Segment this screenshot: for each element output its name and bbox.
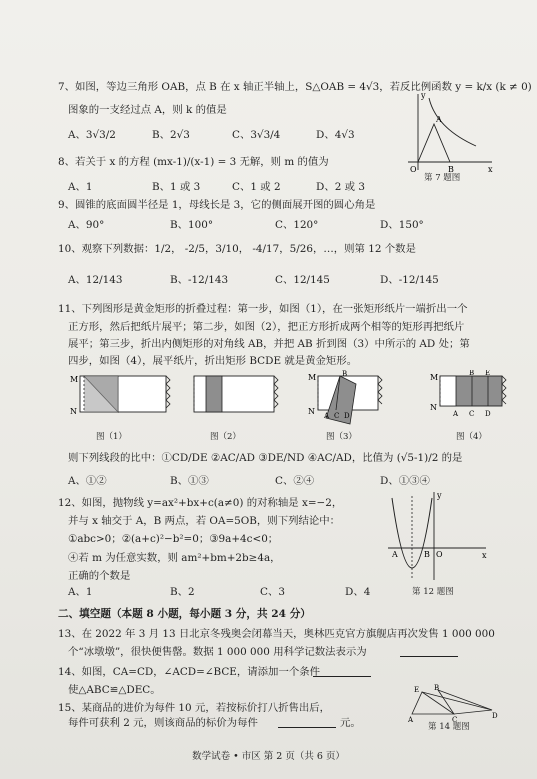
q12-option-d: D、4 [345,586,371,598]
q12-fig-y-label: y [437,491,442,500]
q10-option-a: A、12/143 [68,274,123,286]
q11-fig4-n-label: N [430,403,437,412]
q7-option-d: D、4√3 [316,129,355,141]
q14-fig-e-label: E [414,686,420,694]
q11-fig1-m-label: M [70,375,79,384]
q7-line2: 图象的一支经过点 A，则 k 的值是 [68,104,227,116]
q12-fig-a-label: A [392,550,398,559]
q12-line1: 12、如图，抛物线 y=ax²+bx+c(a≠0) 的对称轴是 x=−2， [58,497,343,509]
q12-option-c: C、3 [260,586,285,598]
q12-line5: 正确的个数是 [68,570,131,582]
q13-answer-blank[interactable] [400,646,458,657]
q14-figure [408,684,498,724]
q10-option-b: B、-12/143 [170,274,229,286]
q7-option-b: B、2√3 [152,129,190,141]
q7-fig-x-label: x [488,165,493,174]
q11-fig3-c-label: C [334,412,340,420]
q11-line4: 四步，如图（4），展平纸片，折出矩形 BCDE 就是黄金矩形。 [68,355,358,367]
q8-option-a: A、1 [68,181,93,193]
q15-unit: 元。 [340,717,361,729]
q11-figure-2 [186,372,286,424]
q11-option-b: B、①③ [170,475,209,487]
q11-option-d: D、①③④ [380,475,430,487]
q15-line1: 15、某商品的进价为每件 10 元，若按标价打八折售出后， [58,702,331,714]
q11-fig1-n-label: N [70,407,77,416]
q11-figure-3 [296,370,396,432]
q11-fig4-b-label: B [469,370,475,377]
q10-option-d: D、-12/145 [380,274,439,286]
q12-figure [384,488,494,584]
q11-fig3-d-label: D [344,412,350,420]
q12-option-b: B、2 [170,586,195,598]
q11-fig3-m-label: M [308,373,317,382]
q12-fig-x-label: x [482,551,487,560]
q12-line2: 并与 x 轴交于 A，B 两点，若 OA=5OB，则下列结论中： [68,515,341,527]
q7-fig-o-label: O [410,165,417,174]
q11-caption-4: 图（4） [456,432,487,442]
q11-fig3-n-label: N [308,407,315,416]
q11-fig4-a-label: A [453,410,459,418]
q11-fig4-d-label: D [485,410,491,418]
q13-line1: 13、在 2022 年 3 月 13 日北京冬残奥会闭幕当天，奥林匹克官方旗舰店再次发售 1 000 000 [58,628,495,640]
q9-option-d: D、150° [380,219,424,231]
q11-line3: 展平；第三步，折出内侧矩形的对角线 AB，并把 AB 折到图（3）中所示的 AD 处；第 [68,338,470,350]
page-footer: 数学试卷 • 市区 第 2 页（共 6 页） [192,751,345,762]
q9-option-b: B、100° [170,219,214,231]
q7-line1: 7、如图，等边三角形 OAB，点 B 在 x 轴正半轴上，S△OAB = 4√3，若反比例函数 y = k/x (k ≠ 0) [58,81,532,93]
q11-caption-2: 图（2） [210,432,241,442]
q14-fig-b-label: B [434,684,440,692]
q11-fig4-e-label: E [485,370,491,377]
q7-fig-a-label: A [436,115,442,124]
section-2-heading: 二、填空题（本题 8 小题，每小题 3 分，共 24 分） [58,608,311,620]
q11-fig4-m-label: M [430,373,439,382]
q11-caption-1: 图（1） [96,432,127,442]
q8-option-d: D、2 或 3 [316,181,365,193]
q9-line1: 9、圆锥的底面圆半径是 1，母线长是 3，它的侧面展开图的圆心角是 [58,199,376,211]
q12-figure-caption: 第 12 题图 [412,587,454,597]
q11-figure-4 [418,370,518,422]
q11-line2: 正方形，然后把纸片展平；第二步，如图（2），把正方形折成两个相等的矩形再把纸片 [68,321,465,333]
q11-fig4-c-label: C [469,410,475,418]
q7-figure-caption: 第 7 题图 [424,173,461,183]
q8-option-c: C、1 或 2 [232,181,281,193]
q9-option-c: C、120° [275,219,319,231]
q11-line1: 11、下列图形是黄金矩形的折叠过程：第一步，如图（1），在一张矩形纸片一端折出一个 [58,303,468,315]
q7-option-c: C、3√3/4 [232,129,281,141]
q12-line4: ④若 m 为任意实数，则 am²+bm+2b≥4a， [68,552,281,564]
q14-answer-blank[interactable] [313,666,371,677]
q14-figure-caption: 第 14 题图 [428,722,470,732]
q12-fig-b-label: B [424,550,430,559]
q8-option-b: B、1 或 3 [152,181,201,193]
q7-figure [396,88,496,180]
q11-figure-1 [70,372,178,424]
q15-answer-blank[interactable] [278,717,336,728]
q7-option-a: A、3√3/2 [68,129,116,141]
q7-fig-b-label: B [448,165,454,174]
q10-option-c: C、12/145 [275,274,330,286]
q15-line2: 每件可获利 2 元，则该商品的标价为每件 [68,717,258,729]
q14-line1: 14、如图，CA=CD，∠ACD=∠BCE，请添加一个条件 [58,666,321,678]
q12-fig-o-label: O [436,550,443,559]
q14-fig-c-label: C [452,716,458,724]
q14-fig-a-label: A [408,716,414,724]
q11-fig3-a-label: A [324,412,330,420]
q12-option-a: A、1 [68,586,93,598]
q13-line2: 个“冰墩墩”，很快便售罄。数据 1 000 000 用科学记数法表示为 [68,646,367,658]
q14-line2: 使△ABC≌△DEC。 [68,684,161,696]
q11-option-a: A、①② [68,475,107,487]
q11-line5: 则下列线段的比中：①CD/DE ②AC/AD ③DE/ND ④AC/AD，比值为 (√5-1)/2 的是 [68,452,463,464]
q8-line1: 8、若关于 x 的方程 (mx-1)/(x-1) = 3 无解，则 m 的值为 [58,156,329,168]
q14-fig-d-label: D [492,712,498,720]
q11-option-c: C、②④ [275,475,315,487]
q7-fig-y-label: y [421,91,426,100]
q10-line1: 10、观察下列数据：1/2， -2/5，3/10， -4/17，5/26，…，则第 12 个数是 [58,243,416,255]
q12-line3: ①abc>0；②(a+c)²−b²=0；③9a+4c<0； [68,533,279,545]
q11-caption-3: 图（3） [326,432,357,442]
q9-option-a: A、90° [68,219,105,231]
q11-fig3-b-label: B [342,370,348,378]
